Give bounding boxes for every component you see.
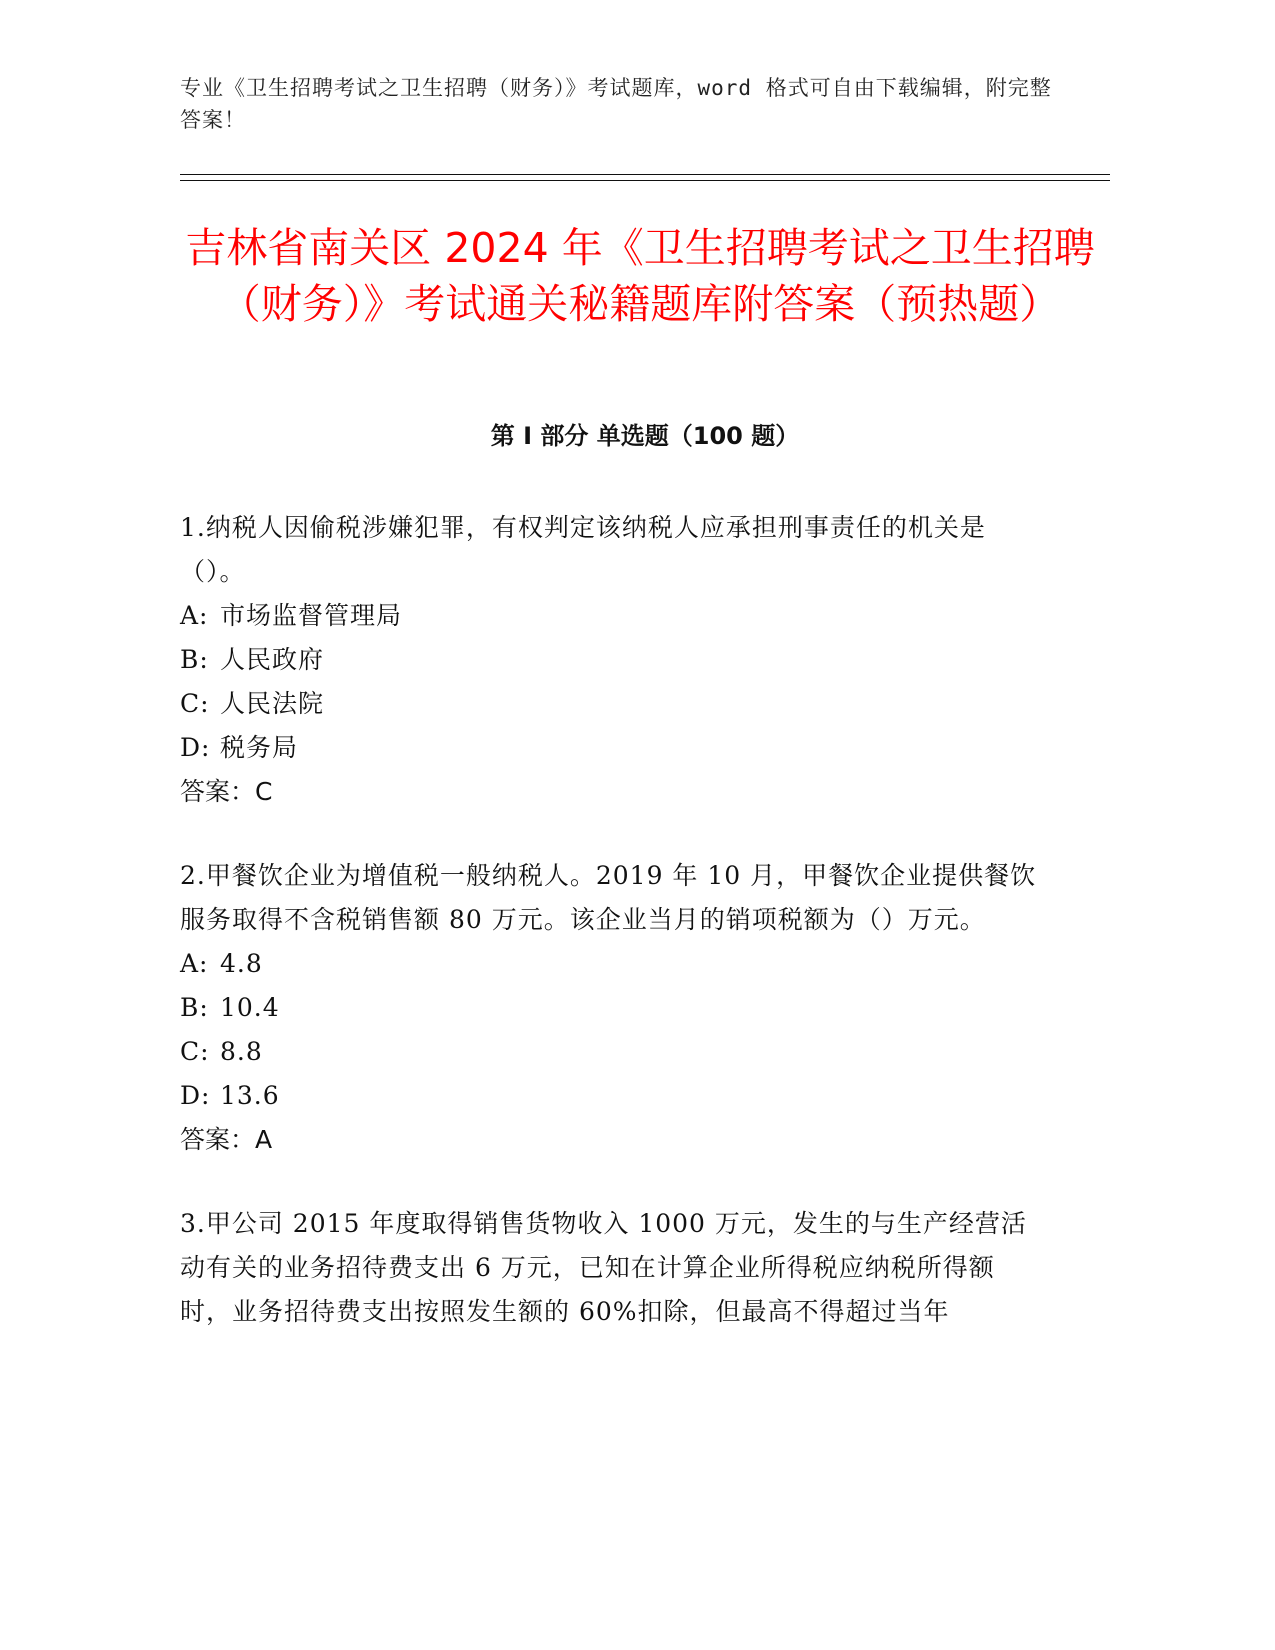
question-text: 2.甲餐饮企业为增值税一般纳税人。2019 年 10 月，甲餐饮企业提供餐饮服务取得不含税销售额 80 万元。该企业当月的销项税额为（）万元。	[180, 861, 1037, 934]
option-text: 税务局	[220, 733, 299, 762]
header-note: 专业《卫生招聘考试之卫生招聘（财务）》考试题库，word 格式可自由下载编辑，附完整答案！	[180, 76, 1052, 132]
option-text: 4.8	[220, 949, 263, 978]
question-2	[180, 854, 1040, 1162]
option-a	[180, 594, 1040, 638]
question-text: 3.甲公司 2015 年度取得销售货物收入 1000 万元，发生的与生产经营活动有关的业务招待费支出 6 万元，已知在计算企业所得税应纳税所得额时，业务招待费支出按照发生额的 60%扣除，但最高不得超过当年	[180, 1209, 1027, 1326]
option-letter: B:	[180, 993, 209, 1022]
option-letter: A:	[180, 601, 209, 630]
option-letter: D:	[180, 733, 211, 762]
option-letter: B:	[180, 645, 209, 674]
option-text: 8.8	[220, 1037, 263, 1066]
question-1	[180, 506, 1040, 814]
option-text: 市场监督管理局	[220, 601, 403, 630]
option-text: 人民政府	[220, 645, 325, 674]
option-letter: A:	[180, 949, 209, 978]
answer-line: 答案：A	[180, 1125, 273, 1154]
option-b	[180, 638, 1040, 682]
option-letter: C:	[180, 1037, 210, 1066]
option-letter: D:	[180, 1081, 211, 1110]
question-3	[180, 1202, 1040, 1334]
section-title: 第 I 部分 单选题（100 题）	[490, 422, 800, 450]
option-letter: C:	[180, 689, 210, 718]
option-text: 13.6	[220, 1081, 280, 1110]
option-c	[180, 1030, 1040, 1074]
option-c	[180, 682, 1040, 726]
option-a	[180, 942, 1040, 986]
header-divider-top	[180, 174, 1110, 175]
option-text: 人民法院	[220, 689, 325, 718]
answer-line: 答案：C	[180, 777, 273, 806]
option-d	[180, 1074, 1040, 1118]
question-list	[180, 506, 1040, 1374]
question-text: 1.纳税人因偷税涉嫌犯罪，有权判定该纳税人应承担刑事责任的机关是（）。	[180, 513, 986, 586]
header-divider-bottom	[180, 180, 1110, 181]
option-d	[180, 726, 1040, 770]
option-b	[180, 986, 1040, 1030]
document-title: 吉林省南关区 2024 年《卫生招聘考试之卫生招聘（财务）》考试通关秘籍题库附答案（预热题）	[185, 224, 1095, 328]
option-text: 10.4	[220, 993, 280, 1022]
